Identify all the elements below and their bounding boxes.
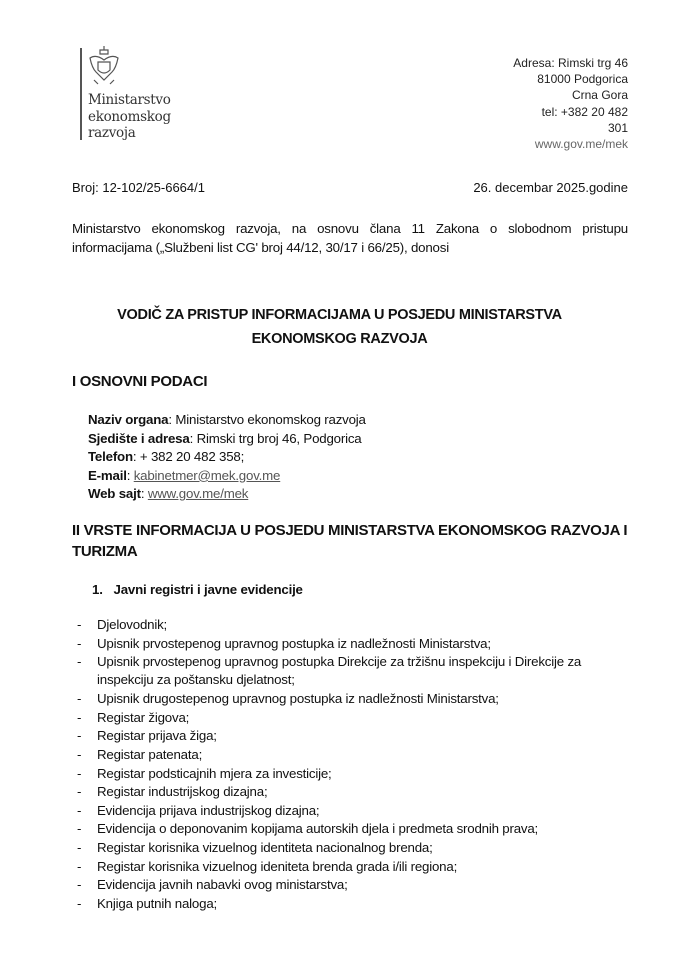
- bullet-dash: -: [77, 765, 82, 781]
- info-separator: :: [168, 412, 176, 427]
- bullet-dash: -: [77, 802, 82, 818]
- list-item: [77, 765, 637, 783]
- info-separator: :: [140, 486, 148, 502]
- list-item-text: Registar korisnika vizuelnog ideniteta brenda grada i/ili regiona;: [97, 858, 458, 874]
- subsection-number: 1.: [92, 582, 103, 597]
- info-label: E-mail: [88, 467, 127, 483]
- bullet-dash: -: [77, 821, 82, 837]
- list-item: [77, 858, 637, 876]
- letterhead-divider: [80, 48, 82, 140]
- info-label: Naziv organa: [88, 412, 169, 427]
- bullet-dash: -: [77, 635, 82, 651]
- address-line: Crna Gora: [571, 88, 628, 103]
- list-item-text: Registar prijava žiga;: [97, 728, 217, 744]
- title-line: EKONOMSKOG RAZVOJA: [251, 331, 428, 347]
- info-link[interactable]: www.gov.me/mek: [147, 486, 249, 502]
- info-row: [88, 467, 366, 486]
- basic-info: [88, 411, 366, 504]
- bullet-dash: -: [77, 895, 82, 911]
- info-separator: :: [189, 430, 197, 446]
- address-line: Adresa: Rimski trg 46: [513, 56, 628, 70]
- ministry-name: [88, 92, 171, 142]
- list-item-text: Evidencija prijava industrijskog dizajna;: [97, 802, 320, 818]
- ministry-name-line: ekonomskog: [88, 108, 171, 125]
- ministry-name-line: razvoja: [88, 125, 136, 141]
- bullet-dash: -: [77, 691, 82, 707]
- list-item: [77, 895, 637, 913]
- info-label: Sjedište i adresa: [88, 430, 190, 446]
- list-item-text: Registar podsticajnih mjera za investicije;: [97, 765, 332, 781]
- list-item-text: Registar žigova;: [97, 709, 190, 725]
- bullet-dash: -: [77, 877, 82, 893]
- list-item: [77, 839, 637, 857]
- address-line: tel: +382 20 482: [541, 104, 628, 119]
- bullet-dash: -: [77, 747, 82, 762]
- bullet-dash: -: [77, 858, 82, 874]
- list-item-text: Registar korisnika vizuelnog identiteta nacionalnog brenda;: [97, 840, 433, 855]
- info-row: [88, 448, 366, 467]
- bullet-dash: -: [77, 709, 82, 725]
- list-item: [77, 783, 637, 801]
- intro-paragraph: Ministarstvo ekonomskog razvoja, na osnovu člana 11 Zakona o slobodnom pristupu informacijama („Službeni list CG' broj 44/12, 30/17 i 66/25), donosi: [72, 221, 628, 255]
- list-item: [77, 635, 637, 653]
- info-link[interactable]: kabinetmer@mek.gov.me: [133, 467, 281, 483]
- info-row: [88, 485, 366, 504]
- list-item-text: Knjiga putnih naloga;: [97, 895, 218, 911]
- list-item: [77, 653, 637, 688]
- list-item-text: Upisnik drugostepenog upravnog postupka iz nadležnosti Ministarstva;: [97, 691, 499, 707]
- list-item: [77, 727, 637, 745]
- info-label: Telefon: [88, 449, 133, 465]
- heading-line: TURIZMA: [72, 543, 138, 560]
- website-link[interactable]: www.gov.me/mek: [534, 137, 628, 152]
- document-number: Broj: 12-102/25-6664/1: [72, 180, 205, 195]
- list-item-text: Registar industrijskog dizajna;: [97, 784, 268, 800]
- list-item: [77, 690, 637, 708]
- info-row: [88, 411, 366, 430]
- section2-heading: [72, 520, 632, 562]
- address-line: 81000 Podgorica: [537, 72, 628, 87]
- list-item: [77, 802, 637, 820]
- list-item-text: Evidencija javnih nabavki ovog ministarstva;: [97, 877, 348, 893]
- address-line: 301: [607, 120, 628, 135]
- document-date: 26. decembar 2025.godine: [473, 180, 628, 195]
- section1-heading: I OSNOVNI PODACI: [72, 373, 208, 390]
- heading-line: II VRSTE INFORMACIJA U POSJEDU MINISTARSTVA EKONOMSKOG RAZVOJA I: [72, 522, 628, 539]
- list-item: [77, 616, 637, 634]
- info-value: + 382 20 482 358;: [139, 449, 245, 465]
- info-value: Rimski trg broj 46, Podgorica: [196, 430, 362, 446]
- document-title: [0, 303, 679, 351]
- bullet-dash: -: [77, 617, 82, 632]
- bullet-dash: -: [77, 840, 82, 855]
- list-item-text: Upisnik prvostepenog upravnog postupka iz nadležnosti Ministarstva;: [97, 635, 491, 651]
- list-item: [77, 876, 637, 894]
- info-separator: :: [126, 467, 134, 483]
- title-line: VODIČ ZA PRISTUP INFORMACIJAMA U POSJEDU MINISTARSTVA: [117, 307, 562, 323]
- address-block: [513, 55, 628, 152]
- info-separator: :: [132, 449, 140, 465]
- ministry-name-line: Ministarstvo: [88, 92, 171, 108]
- info-row: [88, 430, 366, 449]
- subsection-title: Javni registri i javne evidencije: [113, 582, 303, 597]
- bullet-dash: -: [77, 728, 82, 744]
- list-item: [77, 746, 637, 764]
- bullet-dash: -: [77, 654, 82, 670]
- list-item-text: Evidencija o deponovanim kopijama autorskih djela i predmeta srodnih prava;: [97, 821, 539, 837]
- subsection-heading: [92, 582, 303, 597]
- list-item: [77, 709, 637, 727]
- bullet-dash: -: [77, 784, 82, 800]
- list-item-text: Upisnik prvostepenog upravnog postupka Direkcije za tržišnu inspekciju i Direkcije za inspekciju za poštansku djelatnost;: [97, 654, 582, 687]
- info-label: Web sajt: [88, 486, 141, 502]
- list-item-text: Djelovodnik;: [97, 617, 168, 632]
- list-item: [77, 820, 637, 838]
- coat-of-arms-icon: [86, 44, 122, 88]
- list-item-text: Registar patenata;: [97, 747, 203, 762]
- info-value: Ministarstvo ekonomskog razvoja: [175, 412, 366, 427]
